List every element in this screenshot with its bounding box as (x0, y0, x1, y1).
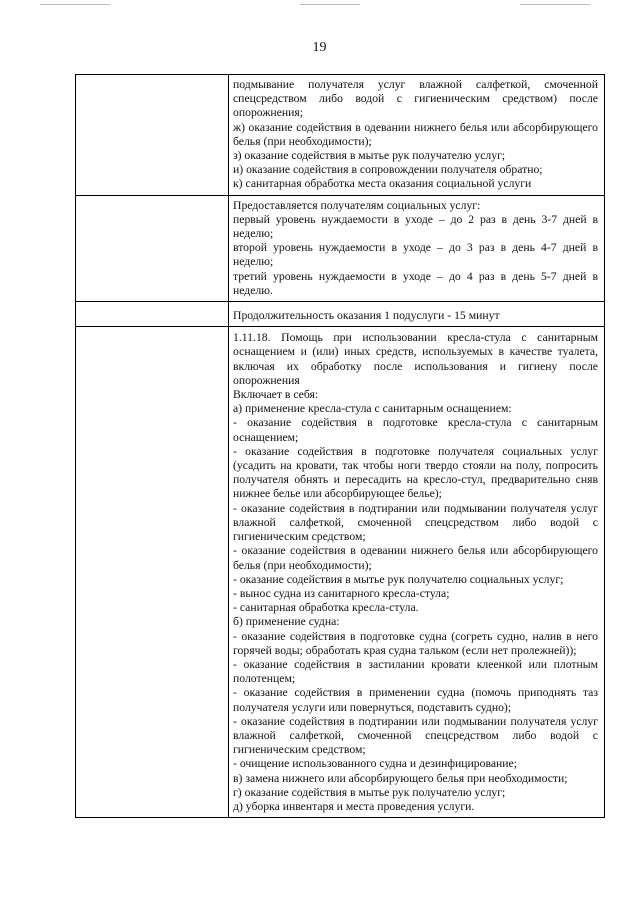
scan-artifact (300, 4, 360, 5)
text-line: к) санитарная обработка места оказания социальной услуги (233, 177, 532, 191)
text-line: в) замена нижнего или абсорбирующего белья при необходимости; (233, 771, 568, 785)
text-line: - оказание содействия в застилании кровати клеенкой или плотным полотенцем; (233, 657, 598, 686)
empty-cell (76, 195, 229, 301)
table-row (76, 302, 605, 327)
text-line: - вынос судна из санитарного кресла-стула; (233, 586, 450, 600)
table-cell (229, 75, 605, 196)
table-row (76, 75, 605, 196)
text-line: Включает в себя: (233, 388, 319, 402)
text-line: третий уровень нуждаемости в уходе – до 4 раз в день 5-7 дней в неделю. (233, 269, 598, 297)
table-row (76, 327, 605, 818)
empty-cell (76, 302, 229, 327)
text-line: - оказание содействия в подтирании или подмывании получателя услуг влажной салфеткой, смоченной спецсредством либо водой с гигиеническим средством; (233, 501, 598, 544)
table-cell (229, 327, 605, 818)
text-line: ж) оказание содействия в одевании нижнего белья или абсорбирующего белья (при необходимости); (233, 120, 598, 148)
text-line: - очищение использованного судна и дезинфицирование; (233, 757, 517, 771)
scan-artifact (40, 4, 110, 5)
text-line: а) применение кресла-стула с санитарным оснащением: (233, 402, 512, 416)
text-line: подмывание получателя услуг влажной салфеткой, смоченной спецсредством либо водой с гигиеническим средством) после опорожнения; (233, 78, 598, 120)
table-row (76, 195, 605, 301)
text-line: и) оказание содействия в сопровождении получателя обратно; (233, 163, 543, 177)
text-line: - оказание содействия в подготовке получателя социальных услуг (усадить на кровати, так чтобы ноги твердо стояли на полу, попросить получателя обнять и пересадить на кресло-стул, предварительно сняв нижнее белье или абсорбирующее белье); (233, 444, 598, 501)
empty-cell (76, 327, 229, 818)
scan-artifact (520, 4, 590, 5)
table-cell (229, 195, 605, 301)
text-line: б) применение судна: (233, 615, 340, 629)
text-line: з) оказание содействия в мытье рук получателю услуг; (233, 149, 506, 163)
text-line: г) оказание содействия в мытье рук получателю услуг; (233, 785, 506, 799)
text-line: - оказание содействия в мытье рук получателю социальных услуг; (233, 572, 564, 586)
text-line: - оказание содействия в подготовке судна (согреть судно, налив в него горячей воды; обработать края судна тальком (если нет пролежней)); (233, 629, 598, 657)
services-table (75, 74, 605, 818)
text-line: - санитарная обработка кресла-стула. (233, 601, 419, 615)
section-heading: 1.11.18. Помощь при использовании кресла-стула с санитарным оснащением и (или) иных средств, используемых в качестве туалета, включая их обработку после использования и гигиену после опорожнения (233, 331, 598, 387)
text-line: первый уровень нуждаемости в уходе – до 2 раз в день 3-7 дней в неделю; (233, 212, 598, 241)
page-number: 19 (312, 40, 327, 55)
text-line: - оказание содействия в подтирании или подмывании получателя услуг влажной салфеткой, смоченной спецсредством либо водой с гигиеническим средством; (233, 714, 598, 757)
table-cell (229, 302, 605, 327)
text-line: Продолжительность оказания 1 подуслуги - 15 минут (233, 309, 500, 323)
text-line: - оказание содействия в одевании нижнего белья или абсорбирующего белья (при необходимости); (233, 544, 598, 572)
empty-cell (76, 75, 229, 196)
text-line: - оказание содействия в применении судна (помочь приподнять таз получателя услуги или повернуться, подставить судно); (233, 686, 598, 714)
text-line: Предоставляется получателям социальных услуг: (233, 198, 481, 212)
text-line: второй уровень нуждаемости в уходе – до 3 раз в день 4-7 дней в неделю; (233, 241, 598, 269)
text-line: - оказание содействия в подготовке кресла-стула с санитарным оснащением; (233, 416, 598, 444)
text-line: д) уборка инвентаря и места проведения услуги. (233, 799, 475, 813)
